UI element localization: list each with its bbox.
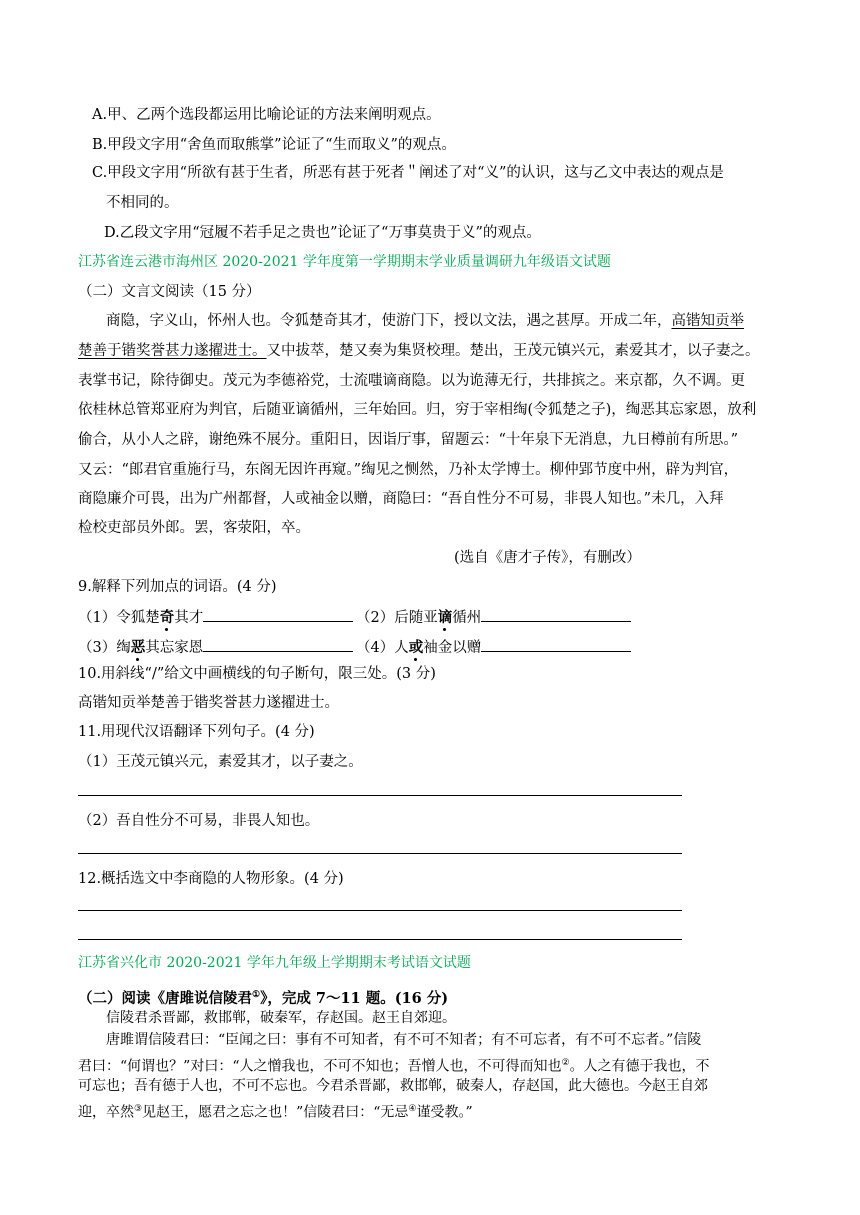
passage1-line2: [78, 341, 760, 361]
q9-item-4-dot-word: 或: [408, 639, 424, 656]
section-title-1: （二）文言文阅读（15 分）: [78, 284, 261, 300]
q9-item-4: [356, 637, 631, 658]
answer-line-11-2[interactable]: [78, 853, 682, 854]
option-a: A.甲、乙两个选段都运用比喻论证的方法来阐明观点。: [92, 107, 441, 123]
section-title-2-part-b: 》，完成 7～11 题。(16 分): [260, 989, 449, 1007]
question-12: 12.概括选文中李商隐的人物形象。(4 分): [78, 871, 344, 887]
answer-line-11-1[interactable]: [78, 795, 682, 796]
passage1-line5: 偷合，从小人之辟，谢绝殊不展分。重阳日，因诣厅事，留题云：“十年泉下无消息，九日樽前有所思。”: [78, 432, 739, 448]
source-heading-1: 江苏省连云港市海州区 2020-2021 学年度第一学期期末学业质量调研九年级语文试题: [78, 254, 611, 270]
q9-item-3-post: 其忘家恩: [145, 640, 204, 656]
q9-item-1-blank[interactable]: [203, 607, 353, 622]
passage1-line3: 表掌书记，除待御史。茂元为李德裕党，士流嗤谪商隐。以为诡薄无行，共排摈之。来京都，久不调。更: [78, 373, 745, 389]
section-title-2-part-a: （二）阅读《唐雎说信陵君: [78, 989, 252, 1007]
passage1-line1-text: 商隐，字义山，怀州人也。令狐楚奇其才，使游门下，授以文法，遇之甚厚。开成二年，: [106, 313, 672, 329]
footnote-marker-1: ①: [252, 990, 261, 1000]
passage2-line5-part-c: 谨受教。”: [416, 1104, 473, 1121]
passage2-line5: [78, 1099, 473, 1123]
q9-item-3-dot-word: 恶: [130, 639, 146, 656]
option-d: D.乙段文字用“冠履不若手足之贵也”论证了“万事莫贵于义”的观点。: [104, 225, 541, 241]
q9-item-3: [78, 637, 353, 658]
question-11-item-2: （2）吾自性分不可易，非畏人知也。: [78, 813, 320, 829]
question-11-item-1: （1）王茂元镇兴元，素爱其才，以子妻之。: [78, 754, 363, 770]
passage1-line2-text: 又中拔萃，楚又奏为集贤校理。楚出，王茂元镇兴元，素爱其才，以子妻之。: [266, 343, 760, 359]
question-10-text: 高锴知贡举楚善于锴奖誉甚力遂擢进士。: [78, 695, 339, 711]
q9-item-1-dot-word: 奇: [159, 609, 175, 626]
footnote-marker-4: ④: [408, 1104, 417, 1114]
question-10: 10.用斜线“/”给文中画横线的句子断句，限三处。(3 分): [78, 666, 436, 682]
answer-line-12-a[interactable]: [78, 910, 682, 911]
question-9: 9.解释下列加点的词语。(4 分): [78, 579, 277, 595]
q9-item-2-pre: （2）后随亚: [356, 610, 438, 626]
q9-item-1-pre: （1）令狐楚: [78, 610, 160, 626]
q9-item-4-pre: （4）人: [356, 640, 409, 656]
passage1-line1: [106, 311, 744, 331]
q9-item-1-post: 其才: [174, 610, 204, 626]
answer-line-12-b[interactable]: [78, 939, 682, 940]
passage2-line1: 信陵君杀晋鄙，救邯郸，破秦军，存赵国。赵王自郊迎。: [106, 1010, 456, 1026]
q9-item-2-dot-word: 谪: [437, 609, 453, 626]
passage2-line3-part-b: 。人之有德于我也，不: [569, 1058, 710, 1075]
passage1-line6: 又云：“郎君官重施行马，东阁无因许再窥。”绹见之恻然，乃补太学博士。柳仲郢节度中州，辟为判官，: [78, 462, 739, 478]
option-c-line2: 不相同的。: [106, 195, 179, 211]
question-11: 11.用现代汉语翻译下列句子。(4 分): [78, 724, 315, 740]
q9-item-4-post: 袖金以赠: [423, 640, 482, 656]
passage1-source: (选自《唐才子传》，有删改）: [454, 550, 641, 566]
passage2-line3: [78, 1053, 710, 1077]
option-c-line1: C.甲段文字用“所欲有甚于生者，所恶有甚于死者＂阐述了对“义”的认识，这与乙文中表达的观点是: [92, 165, 724, 181]
passage1-line7: 商隐廉介可畏，出为广州都督，人或袖金以赠，商隐曰：“吾自性分不可易，非畏人知也。”未几，入拜: [78, 491, 724, 507]
passage2-line5-part-b: 见赵王，愿君之忘之也！”信陵君曰：“无忌: [142, 1104, 409, 1121]
source-heading-2: 江苏省兴化市 2020-2021 学年九年级上学期期末考试语文试题: [78, 955, 471, 971]
q9-item-2-blank[interactable]: [481, 607, 631, 622]
q9-item-2-post: 循州: [452, 610, 482, 626]
q9-item-2: [356, 607, 631, 628]
footnote-marker-3: ③: [134, 1104, 143, 1114]
underlined-sentence-part1: 高锴知贡举: [671, 313, 744, 329]
footnote-marker-2: ②: [561, 1058, 570, 1068]
passage1-line4: 依桂林总管郑亚府为判官，后随亚谪循州，三年始回。归，穷于宰相绹(令狐楚之子)，绹恶其忘家恩，放利: [78, 402, 757, 418]
passage2-line2: 唐雎谓信陵君曰：“臣闻之曰：事有不可知者，有不可不知者；有不可忘者，有不可不忘者。”信陵: [106, 1032, 702, 1048]
underlined-sentence-part2: 楚善于锴奖誉甚力遂擢进士。: [78, 343, 267, 359]
section-title-2: [78, 985, 448, 1009]
passage2-line4: 可忘也；吾有德于人也，不可不忘也。今君杀晋鄙，救邯郸，破秦人，存赵国，此大德也。今赵王自郊: [78, 1078, 708, 1094]
q9-item-3-blank[interactable]: [203, 637, 353, 652]
passage2-line5-part-a: 迎，卒然: [78, 1104, 134, 1121]
q9-item-1: [78, 607, 353, 628]
passage1-line8: 检校吏部员外郎。罢，客荥阳，卒。: [78, 520, 310, 536]
q9-item-4-blank[interactable]: [481, 637, 631, 652]
passage2-line3-part-a: 君曰：“何谓也？”对曰：“人之憎我也，不可不知也；吾憎人也，不可得而知也: [78, 1058, 562, 1075]
q9-item-3-pre: （3）绹: [78, 640, 131, 656]
option-b: B.甲段文字用“舍鱼而取熊掌”论证了“生而取义”的观点。: [92, 137, 456, 153]
